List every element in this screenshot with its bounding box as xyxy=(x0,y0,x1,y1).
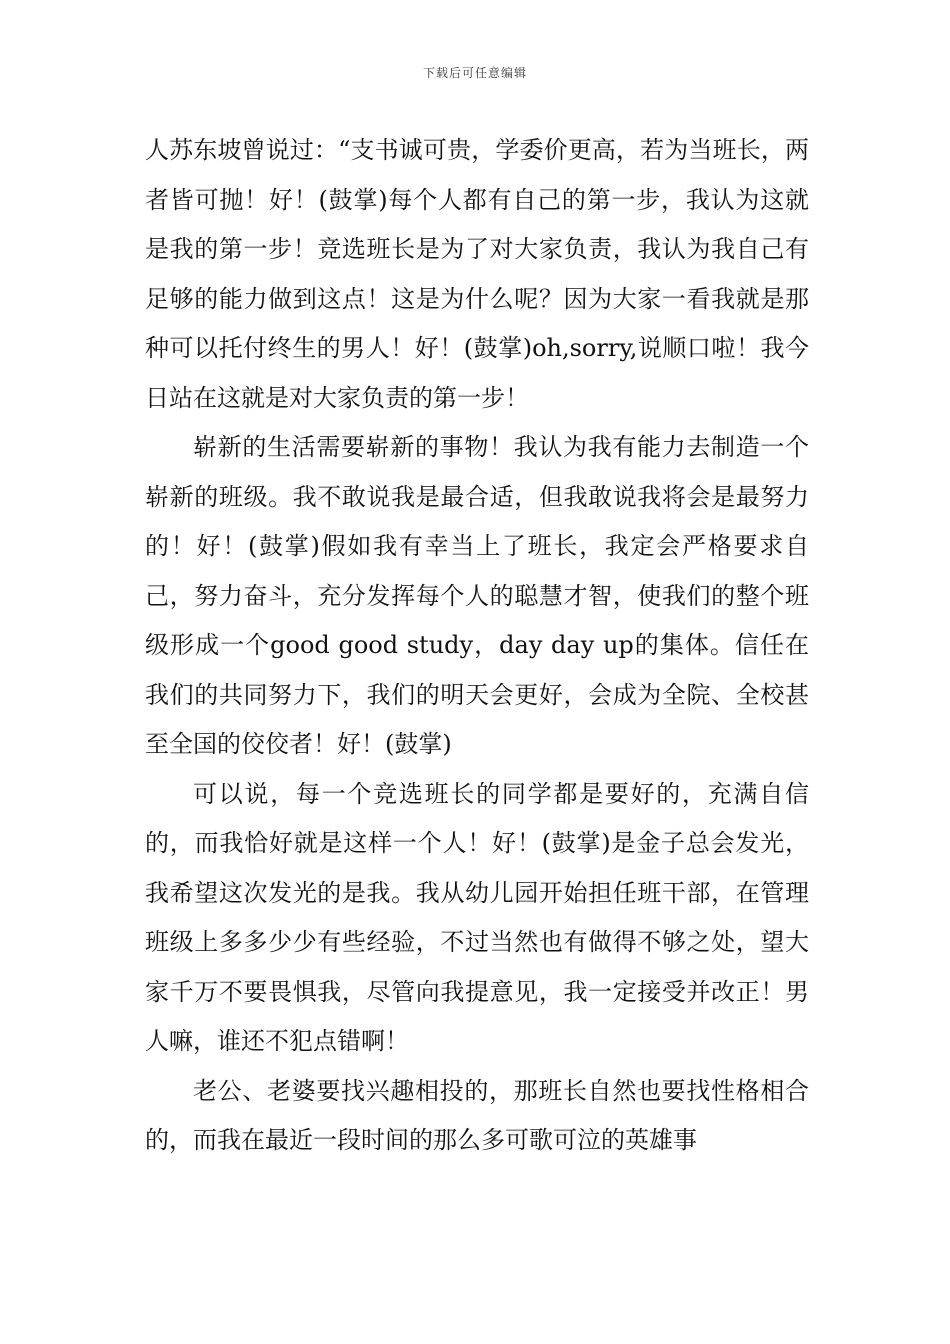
paragraph-4: 老公、老婆要找兴趣相投的，那班长自然也要找性格相合的，而我在最近一段时间的那么多可歌可泣的英雄事 xyxy=(145,1076,809,1154)
page-header: 下载后可任意编辑 xyxy=(422,66,527,80)
paragraph-2: 崭新的生活需要崭新的事物！我认为我有能力去制造一个崭新的班级。我不敢说我是最合适，但我敢说我将会是最努力的！好！(鼓掌)假如我有幸当上了班长，我定会严格要求自己，努力奋斗，充分发挥每个人的聪慧才智，使我们的整个班级形成一个good good study，day day up的集体。信任在我们的共同努力下，我们的明天会更好，会成为全院、全校甚至全国的佼佼者！好！(鼓掌) xyxy=(145,433,809,758)
paragraph-1: 人苏东坡曾说过：“支书诚可贵，学委价更高，若为当班长，两者皆可抛！好！(鼓掌)每个人都有自己的第一步，我认为这就是我的第一步！竞选班长是为了对大家负责，我认为我自己有足够的能力做到这点！这是为什么呢？因为大家一看我就是那种可以托付终生的男人！好！(鼓掌)oh,sorry,说顺口啦！我今日站在这就是对大家负责的第一步！ xyxy=(145,136,809,412)
body-text xyxy=(145,126,809,1166)
paragraph-3: 可以说，每一个竞选班长的同学都是要好的，充满自信的，而我恰好就是这样一个人！好！(鼓掌)是金子总会发光，我希望这次发光的是我。我从幼儿园开始担任班干部，在管理班级上多多少少有些经验，不过当然也有做得不够之处，望大家千万不要畏惧我，尽管向我提意见，我一定接受并改正！男人嘛，谁还不犯点错啊！ xyxy=(145,779,809,1055)
